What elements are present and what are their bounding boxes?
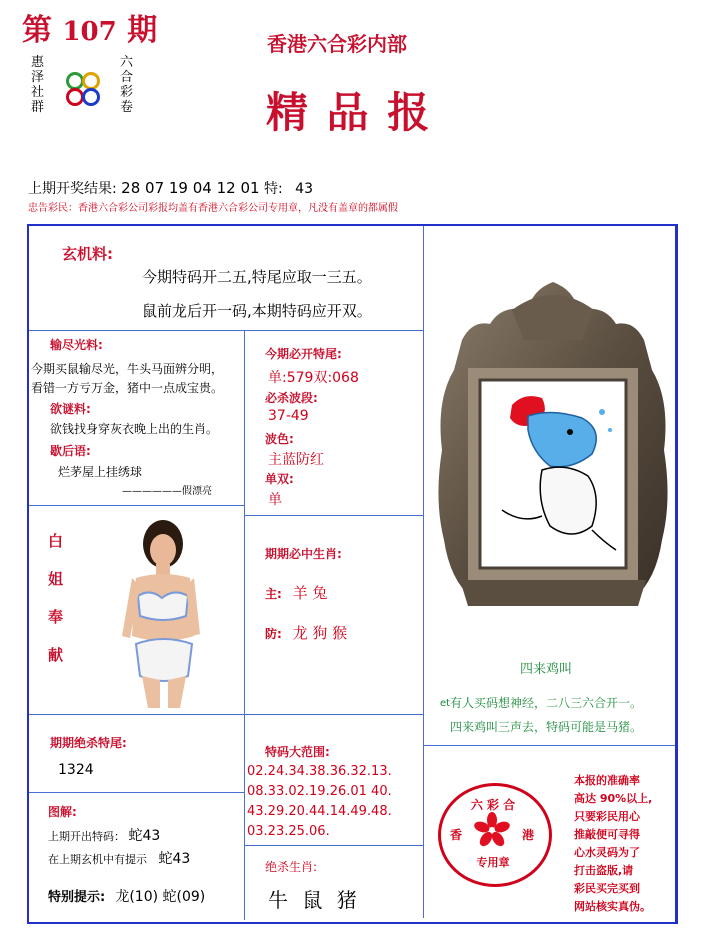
- frame-mark: et: [440, 698, 451, 709]
- tail-label: 今期必开特尾:: [265, 347, 342, 361]
- accuracy-line: 心水灵码为了: [574, 846, 640, 859]
- accuracy-line: 本报的准确率: [574, 774, 640, 787]
- seal-bottom-text: 专用章: [476, 856, 510, 869]
- divider-xuanji: [29, 330, 423, 331]
- zodiac-guard: [265, 622, 347, 643]
- divider-middle-1: [244, 515, 423, 516]
- divider-right-1: [423, 745, 675, 746]
- wave-value: 37-49: [268, 408, 309, 424]
- issue-title: [22, 14, 157, 49]
- kill-tail-label: 期期绝杀特尾:: [50, 736, 127, 750]
- right-column-divider: [423, 226, 424, 918]
- model-photo: [108, 516, 208, 708]
- kill-tail-value: 1324: [58, 762, 94, 778]
- photo-caption: [48, 522, 68, 674]
- header-banner: 香港六合彩内部: [267, 32, 407, 56]
- tujie-line1-value: 蛇43: [128, 828, 161, 844]
- divider-left-2: [29, 792, 244, 793]
- left-vertical-text: 惠泽社群: [31, 55, 45, 115]
- picture-frame: [432, 280, 674, 612]
- divider-middle-2: [244, 845, 423, 846]
- zodiac-guard-value: 龙 狗 猴: [292, 624, 348, 642]
- tail-value: 单:579双:068: [268, 370, 359, 386]
- issue-number: 107: [62, 17, 117, 47]
- tujie-line2-label: 在上期玄机中有提示: [48, 853, 147, 866]
- last-result-special-label: 特:: [264, 181, 283, 197]
- divider-left-1: [29, 505, 244, 506]
- seal-top-text: 六 彩 合: [470, 798, 516, 812]
- seal-right-text: 港: [522, 828, 535, 842]
- tujie-line2-value: 蛇43: [158, 851, 191, 867]
- zodiac-main-label: 主:: [265, 587, 282, 601]
- shujin-line1: 今期买鼠输尽光，牛头马面辨分明，: [31, 362, 224, 376]
- photo-caption-char: 奉: [48, 608, 64, 626]
- shujin-line2: 看错一方亏万金，猪中一点成宝贵。: [31, 381, 224, 395]
- kill-zodiac-value: 牛 鼠 猪: [268, 888, 361, 912]
- right-vertical-text: 六合彩卷: [120, 55, 134, 115]
- accuracy-line: 只要彩民用心: [574, 810, 640, 823]
- zodiac-main-value: 羊 兔: [292, 584, 328, 602]
- frame-caption: 四来鸡叫: [520, 662, 573, 677]
- accuracy-line: 打击盗版,请: [574, 864, 634, 877]
- xiehouyu-label: 歇后语:: [50, 444, 91, 458]
- special-tip-label: 特别提示:: [48, 890, 106, 905]
- zodiac-guard-label: 防:: [265, 627, 282, 641]
- tujie-line2: [48, 848, 190, 868]
- last-result-special: 43: [295, 181, 313, 197]
- yuqiang-text: 欲钱找身穿灰衣晚上出的生肖。: [50, 422, 219, 436]
- photo-caption-char: 白: [48, 532, 64, 550]
- zodiac-label: 期期必中生肖:: [265, 547, 342, 561]
- last-result-numbers: 28 07 19 04 12 01: [121, 179, 260, 197]
- range-row: 02.24.34.38.36.32.13.: [247, 764, 392, 779]
- accuracy-line: 高达 90%以上,: [574, 792, 653, 805]
- divider-row-2: [29, 714, 423, 715]
- photo-caption-char: 姐: [48, 570, 64, 588]
- tujie-line1-label: 上期开出特码：: [48, 830, 125, 843]
- wave-label: 必杀波段:: [265, 391, 318, 405]
- xiehouyu-source: ——————假漂亮: [122, 486, 212, 497]
- notice-text: 忠告彩民：香港六合彩公司彩报均盖有香港六合彩公司专用章，凡没有盖章的都属假: [28, 203, 398, 214]
- color-label: 波色:: [265, 432, 294, 446]
- issue-prefix: 第: [22, 13, 52, 48]
- oddeven-label: 单双:: [265, 472, 294, 486]
- xuanji-label: 玄机料:: [62, 245, 113, 263]
- xuanji-line2: 鼠前龙后开一码,本期特码应开双。: [142, 302, 372, 320]
- issue-suffix: 期: [127, 13, 158, 48]
- range-label: 特码大范围:: [265, 745, 330, 759]
- oddeven-value: 单: [268, 492, 282, 508]
- range-list: [247, 762, 421, 842]
- accuracy-note: [574, 772, 652, 916]
- last-result: [28, 178, 313, 198]
- special-tip-value: 龙(10) 蛇(09): [115, 889, 206, 905]
- tujie-label: 图解:: [48, 805, 77, 819]
- kill-zodiac-label: 绝杀生肖:: [265, 860, 318, 874]
- accuracy-line: 网站核实真伪。: [574, 900, 651, 913]
- lottery-logo-icon: [64, 70, 104, 110]
- header-big-title: 精 品 报: [266, 88, 432, 137]
- range-row: 08.33.02.19.26.01 40.: [247, 784, 392, 799]
- bauhinia-flower-icon: [474, 812, 510, 848]
- accuracy-line: 推敲便可寻得: [574, 828, 640, 841]
- seal-left-text: 香: [450, 828, 463, 842]
- tujie-line1: [48, 825, 160, 845]
- shujin-label: 输尽光料:: [50, 338, 103, 352]
- left-column-divider: [244, 330, 245, 920]
- accuracy-line: 彩民买完买到: [574, 882, 640, 895]
- xuanji-line1: 今期特码开二五,特尾应取一三五。: [142, 268, 372, 286]
- zodiac-main: [265, 582, 327, 603]
- photo-caption-char: 献: [48, 646, 64, 664]
- last-result-label: 上期开奖结果:: [28, 181, 117, 197]
- yuqiang-label: 欲谜料:: [50, 402, 91, 416]
- range-row: 43.29.20.44.14.49.48.: [247, 804, 392, 819]
- frame-line1: 有人买码想神经，二八三六合开一。: [450, 696, 643, 710]
- color-value: 主蓝防红: [268, 452, 324, 468]
- range-row: 03.23.25.06.: [247, 824, 330, 839]
- special-tip: [48, 886, 205, 906]
- frame-line2: 四来鸡叫三声去，特码可能是马猪。: [450, 720, 643, 734]
- xiehouyu-text: 烂茅屋上挂绣球: [58, 465, 143, 479]
